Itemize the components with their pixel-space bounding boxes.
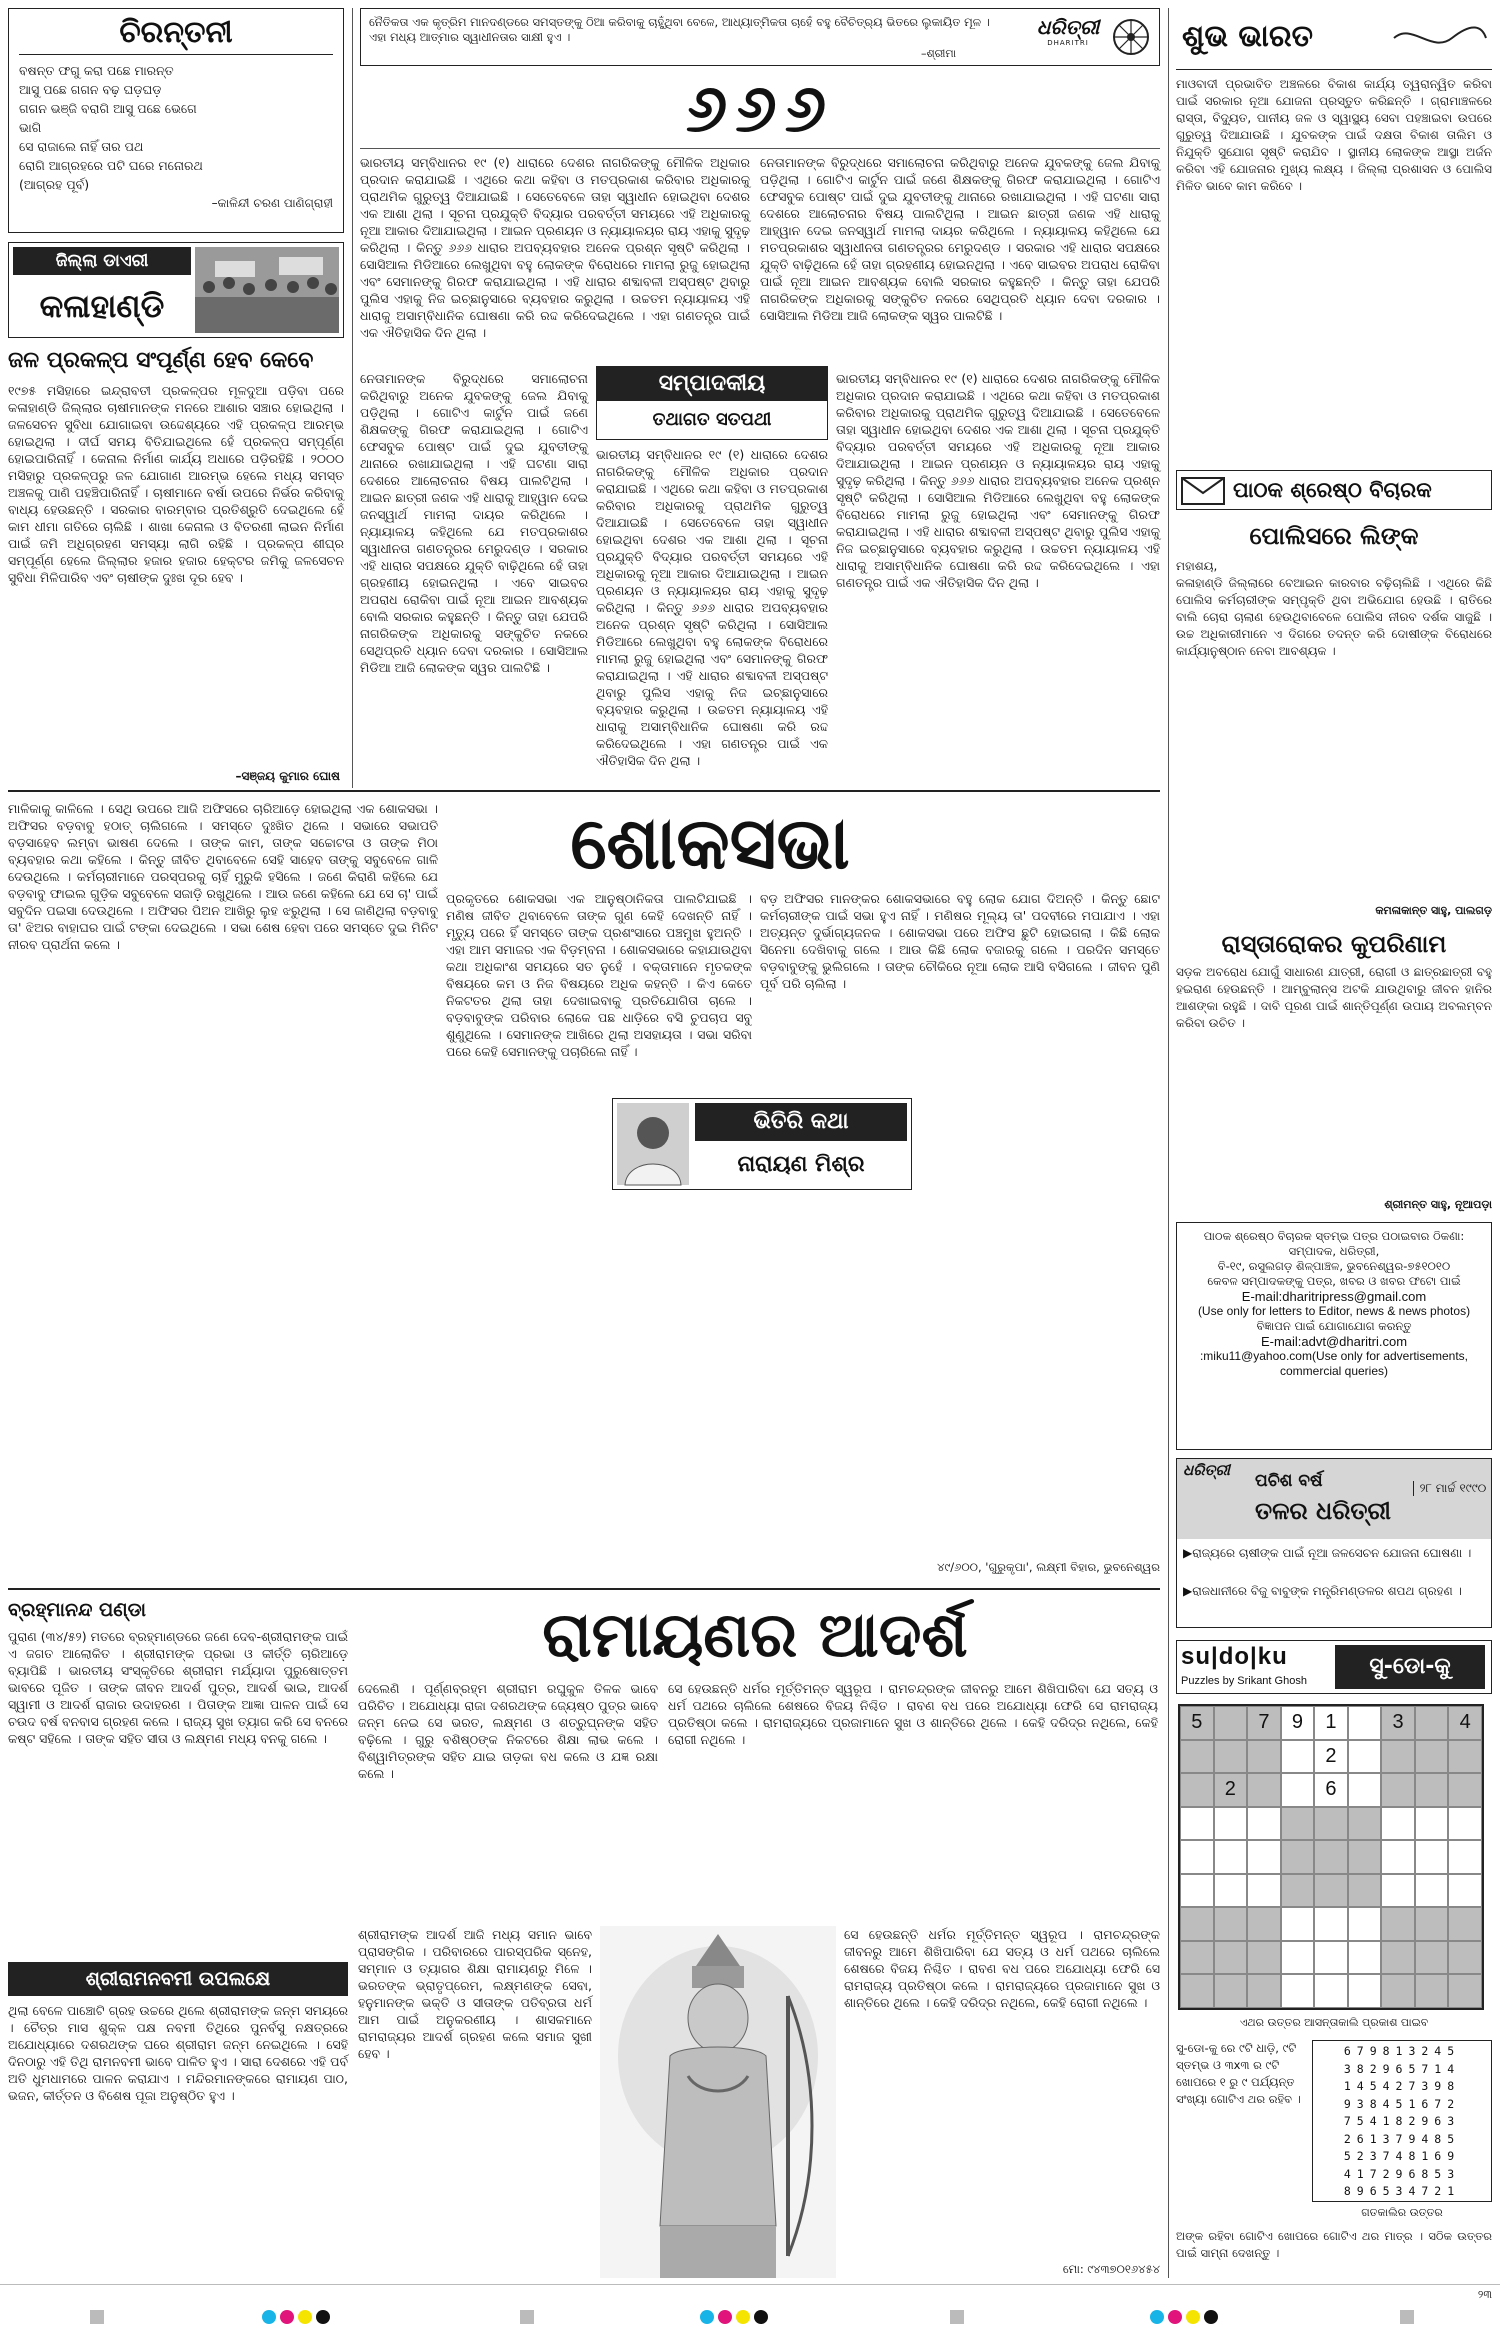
contact-line2: ସମ୍ପାଦକ, ଧରିତ୍ରୀ, xyxy=(1288,1244,1380,1258)
letters-header xyxy=(1176,470,1492,510)
sudoku-cell[interactable] xyxy=(1281,1807,1315,1841)
sudoku-cell[interactable] xyxy=(1381,1740,1415,1774)
sudoku-cell[interactable] xyxy=(1247,1907,1281,1941)
yellow-dot-icon xyxy=(1186,2310,1200,2324)
black-dot-icon xyxy=(1204,2310,1218,2324)
masthead-quote-author: –ଶ୍ରୀମା xyxy=(921,47,957,60)
shoka-author: ନାରାୟଣ ମିଶ୍ର xyxy=(737,1152,865,1177)
sudoku-cell[interactable] xyxy=(1247,1840,1281,1874)
sudoku-cell[interactable] xyxy=(1214,1807,1248,1841)
editorial-col2-cont: ଭାରତୀୟ ସମ୍ବିଧାନର ୧୯ (୧) ଧାରାରେ ଦେଶର ନାଗରିକଙ୍କୁ ମୌଳିକ ଅଧିକାର ପ୍ରଦାନ କରାଯାଇଛି । ଏଥିରେ କଥା କହିବା ଓ ମତପ୍ରକାଶ କରିବାର ଅଧିକାରକୁ ପ୍ରାଥମିକ ଗୁରୁତ୍ୱ ଦିଆଯାଇଛି । ସେତେବେଳେ ତାହା ସ୍ୱାଧୀନ ହୋଇଥିବା ଦେଶର ଏକ ଆଶା ଥିଲା । ସୂଚନା ପ୍ରଯୁକ୍ତି ବିଦ୍ୟାର ପରବର୍ତ୍ତୀ ସମୟରେ ଏହି ଅଧିକାରକୁ ନୂଆ ଆକାର ଦିଆଯାଇଥିଲା । ଆଇନ ପ୍ରଣୟନ ଓ ନ୍ୟାୟାଳୟର ରାୟ ଏହାକୁ ସୁଦୃଢ଼ କରିଥିଲା । କିନ୍ତୁ ୬୬୬ ଧାରାର ଅପବ୍ୟବହାର ଅନେକ ପ୍ରଶ୍ନ ସୃଷ୍ଟି କରିଥିଲା । ସୋସିଆଲ ମିଡିଆରେ ଲେଖୁଥିବା ବହୁ ଲୋକଙ୍କ ବିରୋଧରେ ମାମଲା ରୁଜୁ ହୋଇଥିଲା ଏବଂ ସେମାନଙ୍କୁ ଗିରଫ କରାଯାଇଥିଲା । ଏହି ଧାରାର ଶବ୍ଦାବଳୀ ଅସ୍ପଷ୍ଟ ଥିବାରୁ ପୁଲିସ ଏହାକୁ ନିଜ ଇଚ୍ଛାନୁସାରେ ବ୍ୟବହାର କରୁଥିଲା । ଉଚ୍ଚତମ ନ୍ୟାୟାଳୟ ଏହି ଧାରାକୁ ଅସାମ୍ବିଧାନିକ ଘୋଷଣା କରି ରଦ୍ଦ କରିଦେଇଥିଲେ । ଏହା ଗଣତନ୍ତ୍ର ପାଇଁ ଏକ ଐତିହାସିକ ଦିନ ଥିଲା । xyxy=(596,447,832,768)
water-body: ୧୯୭୫ ମସିହାରେ ଇନ୍ଦ୍ରାବତୀ ପ୍ରକଳ୍ପର ମୂଳଦୁଆ ପଡ଼ିବା ପରେ କଳାହାଣ୍ଡି ଜିଲ୍ଲାର ଚାଷୀମାନଙ୍କ ମନରେ ଆଶାର ସଞ୍ଚାର ହୋଇଥିଲା । ଜଳସେଚନ ସୁବିଧା ଯୋଗାଇବା ଉଦ୍ଦେଶ୍ୟରେ ଏହି ପ୍ରକଳ୍ପ ଆରମ୍ଭ ହୋଇଥିଲା । ଦୀର୍ଘ ସମୟ ବିତିଯାଇଥିଲେ ହେଁ ପ୍ରକଳ୍ପ ସମ୍ପୂର୍ଣ୍ଣ ହୋଇପାରିନାହିଁ । କେନାଲ ନିର୍ମାଣ କାର୍ଯ୍ୟ ଅଧାରେ ପଡ଼ିରହିଛି । ୨୦୦୦ ମସିହାରୁ ପ୍ରକଳ୍ପରୁ ଜଳ ଯୋଗାଣ ଆରମ୍ଭ ହେଲେ ମଧ୍ୟ ସମସ୍ତ ଅଞ୍ଚଳକୁ ପାଣି ପହଞ୍ଚିପାରିନାହିଁ । ଚାଷୀମାନେ ବର୍ଷା ଉପରେ ନିର୍ଭର କରିବାକୁ ବାଧ୍ୟ ହେଉଛନ୍ତି । ସରକାର ବାରମ୍ବାର ପ୍ରତିଶ୍ରୁତି ଦେଇଥିଲେ ହେଁ କାମ ଧୀମା ଗତିରେ ଚାଲିଛି । ଶାଖା କେନାଲ ଓ ବିତରଣୀ ଲାଇନ ନିର୍ମାଣ ପାଇଁ ଜମି ଅଧିଗ୍ରହଣ ସମସ୍ୟା ଲାଗି ରହିଛି । ପ୍ରକଳ୍ପ ଶୀଘ୍ର ସମ୍ପୂର୍ଣ୍ଣ ହେଲେ ଜିଲ୍ଲାର ହଜାର ହଜାର ହେକ୍ଟର ଜମିକୁ ଜଳସେଚନ ସୁବିଧା ମିଳିପାରିବ ଏବଂ ଚାଷୀଙ୍କ ଦୁଃଖ ଦୂର ହେବ । xyxy=(8,383,348,585)
editorial-headline: ୬୬୬ xyxy=(685,69,835,147)
sudoku-solution-row: 896534721 xyxy=(1343,2184,1461,2198)
sudoku-cell[interactable] xyxy=(1314,1941,1348,1975)
sudoku-cell[interactable]: 4 xyxy=(1448,1706,1482,1740)
section-rule xyxy=(8,1588,1160,1590)
sudoku-cell[interactable] xyxy=(1180,1907,1214,1941)
twentyfive-label2: ତଳର ଧରିତ୍ରୀ xyxy=(1255,1497,1391,1525)
letter2-body: ସଡ଼କ ଅବରୋଧ ଯୋଗୁଁ ସାଧାରଣ ଯାତ୍ରୀ, ରୋଗୀ ଓ ଛାତ୍ରଛାତ୍ରୀ ବହୁ ହଇରାଣ ହେଉଛନ୍ତି । ଆମ୍ବୁଲାନ୍ସ ଅଟକି ଯାଉଥିବାରୁ ଜୀବନ ହାନିର ଆଶଙ୍କା ରହୁଛି । ଦାବି ପୂରଣ ପାଇଁ ଶାନ୍ତିପୂର୍ଣ୍ଣ ଉପାୟ ଅବଲମ୍ବନ କରିବା ଉଚିତ । xyxy=(1176,965,1496,1030)
sudoku-solution-row: 938451672 xyxy=(1343,2096,1461,2111)
sudoku-cell[interactable] xyxy=(1348,1706,1382,1740)
sudoku-cell[interactable] xyxy=(1180,1941,1214,1975)
magenta-dot-icon xyxy=(1168,2310,1182,2324)
sudoku-brand: su|do|ku xyxy=(1181,1643,1288,1670)
cyan-dot-icon xyxy=(262,2310,276,2324)
sudoku-cell[interactable] xyxy=(1180,1740,1214,1774)
masthead-logo-text: ଧରିତ୍ରୀ xyxy=(1036,15,1100,39)
sudoku-grid[interactable] xyxy=(1178,1704,1484,2010)
registration-mark-icon xyxy=(520,2310,534,2324)
registration-mark-icon xyxy=(1400,2310,1414,2324)
district-label: ଜିଲ୍ଲା ଡାଏରୀ xyxy=(13,247,191,275)
sudoku-cell[interactable]: 7 xyxy=(1247,1706,1281,1740)
sudoku-cell[interactable] xyxy=(1247,1807,1281,1841)
sudoku-cell[interactable] xyxy=(1448,1974,1482,2008)
ramayana-col4a: ଶ୍ରୀରାମଙ୍କ ଆଦର୍ଶ ଆଜି ମଧ୍ୟ ସମାନ ଭାବେ ପ୍ରାସଙ୍ଗିକ । ପରିବାରରେ ପାରସ୍ପରିକ ସ୍ନେହ, ସମ୍ମାନ ଓ ତ୍ୟାଗର ଶିକ୍ଷା ରାମାୟଣରୁ ମିଳେ । ଭରତଙ୍କ ଭ୍ରାତୃପ୍ରେମ, ଲକ୍ଷ୍ମଣଙ୍କ ସେବା, ହନୁମାନଙ୍କ ଭକ୍ତି ଓ ସୀତାଙ୍କ ପତିବ୍ରତା ଧର୍ମ ଆମ ପାଇଁ ଅନୁକରଣୀୟ । ଶାସକମାନେ ରାମରାଜ୍ୟର ଆଦର୍ଶ ଗ୍ରହଣ କଲେ ସମାଜ ସୁଖୀ ହେବ । xyxy=(358,1927,596,2061)
poem-box xyxy=(8,8,344,233)
ramayana-title: ରାମାୟଣର ଆଦର୍ଶ xyxy=(542,1598,968,1671)
column-rule xyxy=(352,8,353,788)
sudoku-solution-row: 261379485 xyxy=(1343,2131,1461,2146)
editorial-col1-cont: ନେତାମାନଙ୍କ ବିରୁଦ୍ଧରେ ସମାଲୋଚନା କରିଥିବାରୁ ଅନେକ ଯୁବକଙ୍କୁ ଜେଲ ଯିବାକୁ ପଡ଼ିଥିଲା । ଗୋଟିଏ କାର୍ଟୁନ ପାଇଁ ଜଣେ ଶିକ୍ଷକଙ୍କୁ ଗିରଫ କରାଯାଇଥିଲା । ଗୋଟିଏ ଫେସବୁକ ପୋଷ୍ଟ ପାଇଁ ଦୁଇ ଯୁବତୀଙ୍କୁ ଥାନାରେ ରଖାଯାଇଥିଲା । ଏହି ଘଟଣା ସାରା ଦେଶରେ ଆଲୋଚନାର ବିଷୟ ପାଲଟିଥିଲା । ଆଇନ ଛାତ୍ରୀ ଜଣକ ଏହି ଧାରାକୁ ଆହ୍ୱାନ ଦେଇ ଜନସ୍ୱାର୍ଥ ମାମଲା ଦାୟର କରିଥିଲେ । ନ୍ୟାୟାଳୟ କହିଥିଲେ ଯେ ମତପ୍ରକାଶର ସ୍ୱାଧୀନତା ଗଣତନ୍ତ୍ରର ମେରୁଦଣ୍ଡ । ସରକାର ଏହି ଧାରାର ସପକ୍ଷରେ ଯୁକ୍ତି ବାଢ଼ିଥିଲେ ହେଁ ତାହା ଗ୍ରହଣୀୟ ହୋଇନଥିଲା । ଏବେ ସାଇବର ଅପରାଧ ରୋକିବା ପାଇଁ ନୂଆ ଆଇନ ଆବଶ୍ୟକ ବୋଲି ସରକାର କହୁଛନ୍ତି । କିନ୍ତୁ ତାହା ଯେପରି ନାଗରିକଙ୍କ ଅଧିକାରକୁ ସଙ୍କୁଚିତ ନକରେ ସେଥିପ୍ରତି ଧ୍ୟାନ ଦେବା ଦରକାର । ସୋସିଆଲ ମିଡିଆ ଆଜି ଲୋକଙ୍କ ସ୍ୱର ପାଲଟିଛି । xyxy=(360,371,592,675)
sudoku-cell[interactable]: 1 xyxy=(1314,1706,1348,1740)
shoka-col1: ମାଳିକାକୁ କାଳିଲେ । ସେଥି ଉପରେ ଆଜି ଅଫିସରେ ଚାରିଆଡ଼େ ହୋଇଥିଲା ଏକ ଶୋକସଭା । ଅଫିସର ବଡ଼ବାବୁ ହଠାତ୍ ଚାଲିଗଲେ । ସମସ୍ତେ ଦୁଃଖିତ ଥିଲେ । ସଭାରେ ସଭାପତି ବଡ଼ସାହେବ ଲମ୍ବା ଭାଷଣ ଦେଲେ । ତାଙ୍କ କାମ, ତାଙ୍କ ସଚ୍ଚୋଟତା ଓ ତାଙ୍କ ମିଠା ବ୍ୟବହାର କଥା କହିଲେ । କିନ୍ତୁ ଜୀବିତ ଥିବାବେଳେ ସେହି ସାହେବ ତାଙ୍କୁ ସବୁବେଳେ ଗାଳି ଦେଉଥିଲେ । କର୍ମଚାରୀମାନେ ପରସ୍ପରକୁ ଚାହିଁ ମୁରୁକି ହସିଲେ । ଜଣେ କିରାଣି କହିଲେ ଯେ ବଡ଼ବାବୁ ଫାଇଲ ଗୁଡ଼ିକ ସବୁବେଳେ ସଜାଡ଼ି ରଖୁଥିଲେ । ଆଉ ଜଣେ କହିଲେ ଯେ ସେ ଚା' ପାଇଁ ସବୁଦିନ ପଇସା ଦେଉଥିଲେ । ଅଫିସର ପିଅନ ଆଖିରୁ ଲୁହ ଝରୁଥିଲା । ସେ ଜାଣିଥିଲା ବଡ଼ବାବୁ ତା' ଝିଅର ବାହାଘର ପାଇଁ ଟଙ୍କା ଦେଇଥିଲେ । ସଭା ଶେଷ ହେବା ପରେ ସମସ୍ତେ ଦୁଇ ମିନିଟ ନୀରବ ପ୍ରାର୍ଥନା କଲେ । xyxy=(8,801,442,952)
shoka-col3: ବଡ଼ ଅଫିସର ମାନଙ୍କର ଶୋକସଭାରେ ବହୁ ଲୋକ ଯୋଗ ଦିଅନ୍ତି । କିନ୍ତୁ ଛୋଟ କର୍ମଚାରୀଙ୍କ ପାଇଁ ସଭା ହୁଏ ନାହିଁ । ମଣିଷର ମୂଲ୍ୟ ତା' ପଦବୀରେ ମପାଯାଏ । ଏହା ଅତ୍ୟନ୍ତ ଦୁର୍ଭାଗ୍ୟଜନକ । ଶୋକସଭା ପରେ ଅଫିସ ଛୁଟି ହୋଇଗଲା । କିଛି ଲୋକ ସିନେମା ଦେଖିବାକୁ ଗଲେ । ଆଉ କିଛି ଲୋକ ବଜାରକୁ ଗଲେ । ପରଦିନ ସମସ୍ତେ ବଡ଼ବାବୁଙ୍କୁ ଭୁଲିଗଲେ । ତାଙ୍କ ଚୌକିରେ ନୂଆ ଲୋକ ଆସି ବସିଗଲେ । ଜୀବନ ପୁଣି ପୂର୍ବ ପରି ଚାଲିଲା । xyxy=(760,891,1164,991)
sudoku-cell[interactable] xyxy=(1214,1740,1248,1774)
sudoku-cell[interactable] xyxy=(1448,1840,1482,1874)
sudoku-credit: Puzzles by Srikant Ghosh xyxy=(1181,1675,1307,1687)
ramayana-col2: ଦେଲେଣି । ପୂର୍ଣ୍ଣବ୍ରହ୍ମ ଶ୍ରୀରାମ ରଘୁକୁଳ ତିଳକ ଭାବେ ପରିଚିତ । ଅଯୋଧ୍ୟା ରାଜା ଦଶରଥଙ୍କ ଜ୍ୟେଷ୍ଠ ପୁତ୍ର ଭାବେ ଜନ୍ମ ନେଇ ସେ ଭରତ, ଲକ୍ଷ୍ମଣ ଓ ଶତ୍ରୁଘ୍ନଙ୍କ ସହିତ ବଢ଼ିଲେ । ଗୁରୁ ବଶିଷ୍ଠଙ୍କ ନିକଟରେ ଶିକ୍ଷା ଲାଭ କଲେ । ବିଶ୍ୱାମିତ୍ରଙ୍କ ସହିତ ଯାଇ ତାଡ଼କା ବଧ କଲେ ଓ ଯଜ୍ଞ ରକ୍ଷା କଲେ । xyxy=(358,1681,662,1781)
twentyfive-banner xyxy=(1177,1459,1491,1539)
yellow-dot-icon xyxy=(736,2310,750,2324)
sudoku-cell[interactable] xyxy=(1180,1773,1214,1807)
shoka-kicker: ଭିତିରି କଥା xyxy=(695,1103,907,1141)
sudoku-cell[interactable] xyxy=(1381,1807,1415,1841)
sudoku-cell[interactable] xyxy=(1314,1807,1348,1841)
sudoku-cell[interactable]: 5 xyxy=(1180,1706,1214,1740)
sudoku-cell[interactable] xyxy=(1247,1874,1281,1908)
sudoku-cell[interactable] xyxy=(1381,1773,1415,1807)
ramayana-author: ବ୍ରହ୍ମାନନ୍ଦ ପଣ୍ଡା xyxy=(8,1599,147,1621)
page-number: ୨୩ xyxy=(1477,2288,1492,2301)
sudoku-cell[interactable] xyxy=(1381,1907,1415,1941)
sudoku-cell[interactable] xyxy=(1281,1874,1315,1908)
editorial-col2: ନେତାମାନଙ୍କ ବିରୁଦ୍ଧରେ ସମାଲୋଚନା କରିଥିବାରୁ ଅନେକ ଯୁବକଙ୍କୁ ଜେଲ ଯିବାକୁ ପଡ଼ିଥିଲା । ଗୋଟିଏ କାର୍ଟୁନ ପାଇଁ ଜଣେ ଶିକ୍ଷକଙ୍କୁ ଗିରଫ କରାଯାଇଥିଲା । ଗୋଟିଏ ଫେସବୁକ ପୋଷ୍ଟ ପାଇଁ ଦୁଇ ଯୁବତୀଙ୍କୁ ଥାନାରେ ରଖାଯାଇଥିଲା । ଏହି ଘଟଣା ସାରା ଦେଶରେ ଆଲୋଚନାର ବିଷୟ ପାଲଟିଥିଲା । ଆଇନ ଛାତ୍ରୀ ଜଣକ ଏହି ଧାରାକୁ ଆହ୍ୱାନ ଦେଇ ଜନସ୍ୱାର୍ଥ ମାମଲା ଦାୟର କରିଥିଲେ । ନ୍ୟାୟାଳୟ କହିଥିଲେ ଯେ ମତପ୍ରକାଶର ସ୍ୱାଧୀନତା ଗଣତନ୍ତ୍ରର ମେରୁଦଣ୍ଡ । ସରକାର ଏହି ଧାରାର ସପକ୍ଷରେ ଯୁକ୍ତି ବାଢ଼ିଥିଲେ ହେଁ ତାହା ଗ୍ରହଣୀୟ ହୋଇନଥିଲା । ଏବେ ସାଇବର ଅପରାଧ ରୋକିବା ପାଇଁ ନୂଆ ଆଇନ ଆବଶ୍ୟକ ବୋଲି ସରକାର କହୁଛନ୍ତି । କିନ୍ତୁ ତାହା ଯେପରି ନାଗରିକଙ୍କ ଅଧିକାରକୁ ସଙ୍କୁଚିତ ନକରେ ସେଥିପ୍ରତି ଧ୍ୟାନ ଦେବା ଦରକାର । ସୋସିଆଲ ମିଡିଆ ଆଜି ଲୋକଙ୍କ ସ୍ୱର ପାଲଟିଛି । xyxy=(760,155,1164,323)
ramayana-col1: ପୁରାଣ (୩୪/୫୨) ମତରେ ବ୍ରହ୍ମାଣ୍ଡରେ ଜଣେ ଦେବ-ଶ୍ରୀରାମଙ୍କ ପାଇଁ ଏ ଜଗତ ଆଲୋକିତ । ଶ୍ରୀରାମଙ୍କ ପ୍ରଭା ଓ କୀର୍ତ୍ତି ଚାରିଆଡ଼େ ବ୍ୟାପିଛି । ଭାରତୀୟ ସଂସ୍କୃତିରେ ଶ୍ରୀରାମ ମର୍ଯ୍ୟାଦା ପୁରୁଷୋତ୍ତମ ଭାବରେ ପୂଜିତ । ତାଙ୍କ ଜୀବନ ଆଦର୍ଶ ପୁତ୍ର, ଆଦର୍ଶ ଭାଇ, ଆଦର୍ଶ ସ୍ୱାମୀ ଓ ଆଦର୍ଶ ରାଜାର ଉଦାହରଣ । ପିତାଙ୍କ ଆଜ୍ଞା ପାଳନ ପାଇଁ ସେ ଚଉଦ ବର୍ଷ ବନବାସ ଗ୍ରହଣ କଲେ । ରାଜ୍ୟ ସୁଖ ତ୍ୟାଗ କରି ସେ ବନରେ କଷ୍ଟ ସହିଲେ । ତାଙ୍କ ସହିତ ସୀତା ଓ ଲକ୍ଷ୍ମଣ ମଧ୍ୟ ବନକୁ ଗଲେ । xyxy=(8,1629,352,1746)
ad-strip xyxy=(1176,8,1492,70)
headline-rule xyxy=(360,148,1160,149)
sudoku-cell[interactable] xyxy=(1448,1773,1482,1807)
district-diary-banner xyxy=(8,242,344,338)
letter1-body: ମହାଶୟ, କଳାହାଣ୍ଡି ଜିଲ୍ଲାରେ ବେଆଇନ କାରବାର ବଢ଼ିଚାଲିଛି । ଏଥିରେ କିଛି ପୋଲିସ କର୍ମଚାରୀଙ୍କ ସମ୍ପୃକ୍ତି ଥିବା ଅଭିଯୋଗ ହେଉଛି । ରାତିରେ ବାଲି ଚୋରା ଚାଲାଣ ହେଉଥିବାବେଳେ ପୋଲିସ ନୀରବ ଦର୍ଶକ ସାଜୁଛି । ଉଚ୍ଚ ଅଧିକାରୀମାନେ ଏ ଦିଗରେ ତଦନ୍ତ କରି ଦୋଷୀଙ୍କ ବିରୋଧରେ କାର୍ଯ୍ୟାନୁଷ୍ଠାନ ନେବା ଆବଶ୍ୟକ । xyxy=(1176,559,1492,658)
sudoku-cell[interactable] xyxy=(1281,1974,1315,2008)
editorial-col1: ଭାରତୀୟ ସମ୍ବିଧାନର ୧୯ (୧) ଧାରାରେ ଦେଶର ନାଗରିକଙ୍କୁ ମୌଳିକ ଅଧିକାର ପ୍ରଦାନ କରାଯାଇଛି । ଏଥିରେ କଥା କହିବା ଓ ମତପ୍ରକାଶ କରିବାର ଅଧିକାରକୁ ପ୍ରାଥମିକ ଗୁରୁତ୍ୱ ଦିଆଯାଇଛି । ସେତେବେଳେ ତାହା ସ୍ୱାଧୀନ ହୋଇଥିବା ଦେଶର ଏକ ଆଶା ଥିଲା । ସୂଚନା ପ୍ରଯୁକ୍ତି ବିଦ୍ୟାର ପରବର୍ତ୍ତୀ ସମୟରେ ଏହି ଅଧିକାରକୁ ନୂଆ ଆକାର ଦିଆଯାଇଥିଲା । ଆଇନ ପ୍ରଣୟନ ଓ ନ୍ୟାୟାଳୟର ରାୟ ଏହାକୁ ସୁଦୃଢ଼ କରିଥିଲା । କିନ୍ତୁ ୬୬୬ ଧାରାର ଅପବ୍ୟବହାର ଅନେକ ପ୍ରଶ୍ନ ସୃଷ୍ଟି କରିଥିଲା । ସୋସିଆଲ ମିଡିଆରେ ଲେଖୁଥିବା ବହୁ ଲୋକଙ୍କ ବିରୋଧରେ ମାମଲା ରୁଜୁ ହୋଇଥିଲା ଏବଂ ସେମାନଙ୍କୁ ଗିରଫ କରାଯାଇଥିଲା । ଏହି ଧାରାର ଶବ୍ଦାବଳୀ ଅସ୍ପଷ୍ଟ ଥିବାରୁ ପୁଲିସ ଏହାକୁ ନିଜ ଇଚ୍ଛାନୁସାରେ ବ୍ୟବହାର କରୁଥିଲା । ଉଚ୍ଚତମ ନ୍ୟାୟାଳୟ ଏହି ଧାରାକୁ ଅସାମ୍ବିଧାନିକ ଘୋଷଣା କରି ରଦ୍ଦ କରିଦେଇଥିଲେ । ଏହା ଗଣତନ୍ତ୍ର ପାଇଁ ଏକ ଐତିହାସିକ ଦିନ ଥିଲା । xyxy=(360,155,754,340)
shoka-col2: ପ୍ରକୃତରେ ଶୋକସଭା ଏକ ଆନୁଷ୍ଠାନିକତା ପାଲଟିଯାଇଛି । ମଣିଷ ଜୀବିତ ଥିବାବେଳେ ତାଙ୍କ ଗୁଣ କେହି ଦେଖନ୍ତି ନାହିଁ । ମୃତ୍ୟୁ ପରେ ହିଁ ସମସ୍ତେ ତାଙ୍କ ପ୍ରଶଂସାରେ ପଞ୍ଚମୁଖ ହୁଅନ୍ତି । ଏହା ଆମ ସମାଜର ଏକ ବିଡ଼ମ୍ବନା । ଶୋକସଭାରେ କହାଯାଉଥିବା କଥା ଅଧିକାଂଶ ସମୟରେ ସତ ନୁହେଁ । ବକ୍ତାମାନେ ମୃତକଙ୍କ ବିଷୟରେ କମ ଓ ନିଜ ବିଷୟରେ ଅଧିକ କହନ୍ତି । କିଏ କେତେ ନିକଟତର ଥିଲା ତାହା ଦେଖାଇବାକୁ ପ୍ରତିଯୋଗିତା ଚାଲେ । ବଡ଼ବାବୁଙ୍କ ପରିବାର ଲୋକେ ପଛ ଧାଡ଼ିରେ ବସି ଚୁପଚାପ ସବୁ ଶୁଣୁଥିଲେ । ସେମାନଙ୍କ ଆଖିରେ ଥିଲା ଅସହାୟତା । ସଭା ସରିବା ପରେ କେହି ସେମାନଙ୍କୁ ପଚାରିଲେ ନାହିଁ । xyxy=(446,891,756,1059)
sudoku-header xyxy=(1176,1640,1492,1694)
ad-strip-text: ଶୁଭ ଭାରତ xyxy=(1182,19,1313,54)
sudoku-cell[interactable] xyxy=(1314,1907,1348,1941)
author-portrait xyxy=(617,1103,689,1185)
wheel-emblem-icon xyxy=(1111,17,1151,57)
sudoku-cell[interactable] xyxy=(1448,1941,1482,1975)
sudoku-cell[interactable]: 3 xyxy=(1381,1706,1415,1740)
sudoku-cell[interactable] xyxy=(1415,1807,1449,1841)
sudoku-cell[interactable] xyxy=(1180,1807,1214,1841)
poem-author: –କାଳିନ୍ଦୀ ଚରଣ ପାଣିଗ୍ରାହୀ xyxy=(211,196,333,210)
sudoku-cell[interactable] xyxy=(1348,1974,1382,2008)
footer-rule xyxy=(0,2284,1500,2285)
sudoku-cell[interactable] xyxy=(1348,1874,1382,1908)
water-author: –ସଞ୍ଜୟ କୁମାର ଘୋଷ xyxy=(232,769,340,784)
sudoku-cell[interactable] xyxy=(1247,1974,1281,2008)
sudoku-cell[interactable] xyxy=(1448,1874,1482,1908)
sudoku-cell[interactable] xyxy=(1214,1706,1248,1740)
sudoku-cell[interactable]: 2 xyxy=(1214,1773,1248,1807)
sudoku-cell[interactable] xyxy=(1281,1941,1315,1975)
shoka-byline-box xyxy=(612,1098,912,1190)
district-name: କଳାହାଣ୍ଡି xyxy=(39,287,165,325)
sudoku-cell[interactable] xyxy=(1448,1807,1482,1841)
sudoku-solution-row: 523748169 xyxy=(1343,2149,1461,2163)
sudoku-cell[interactable] xyxy=(1348,1807,1382,1841)
ramayana-col1b: ଥିଲା ବେଳେ ପାଞ୍ଚୋଟି ଗ୍ରହ ଉଚ୍ଚରେ ଥିଲେ ଶ୍ରୀରାମଙ୍କ ଜନ୍ମ ସମୟରେ । ଚୈତ୍ର ମାସ ଶୁକ୍ଳ ପକ୍ଷ ନବମୀ ତିଥିରେ ପୁନର୍ବସୁ ନକ୍ଷତ୍ରରେ ଅଯୋଧ୍ୟାରେ ଦଶରଥଙ୍କ ଘରେ ଶ୍ରୀରାମ ଜନ୍ମ ନେଇଥିଲେ । ସେହି ଦିନଠାରୁ ଏହି ତିଥି ରାମନବମୀ ଭାବେ ପାଳିତ ହୁଏ । ସାରା ଦେଶରେ ଏହି ପର୍ବ ଅତି ଧୁମଧାମରେ ପାଳନ କରାଯାଏ । ମନ୍ଦିରମାନଙ୍କରେ ରାମାୟଣ ପାଠ, ଭଜନ, କୀର୍ତ୍ତନ ଓ ବିଶେଷ ପୂଜା ଅନୁଷ୍ଠିତ ହୁଏ । xyxy=(8,2003,352,2103)
contact-line1: ପାଠକ ଶ୍ରେଷ୍ଠ ବିଚାରକ ସ୍ତମ୍ଭ ପତ୍ର ପଠାଇବାର ଠିକଣା: xyxy=(1203,1229,1465,1243)
sudoku-cell[interactable] xyxy=(1314,1840,1348,1874)
registration-mark-icon xyxy=(90,2310,104,2324)
shoka-title: ଶୋକସଭା xyxy=(570,800,850,885)
black-dot-icon xyxy=(316,2310,330,2324)
sudoku-cell[interactable] xyxy=(1348,1907,1382,1941)
sudoku-title: ସୁ-ଡୋ-କୁ xyxy=(1335,1645,1485,1689)
sudoku-cell[interactable] xyxy=(1348,1773,1382,1807)
sudoku-cell[interactable] xyxy=(1348,1840,1382,1874)
sudoku-cell[interactable] xyxy=(1381,1974,1415,2008)
ad-body: ମାଓବାଦୀ ପ୍ରଭାବିତ ଅଞ୍ଚଳରେ ବିକାଶ କାର୍ଯ୍ୟ ତ୍ୱରାନ୍ୱିତ କରିବା ପାଇଁ ସରକାର ନୂଆ ଯୋଜନା ପ୍ରସ୍ତୁତ କରିଛନ୍ତି । ଗ୍ରାମାଞ୍ଚଳରେ ରାସ୍ତା, ବିଦ୍ୟୁତ, ପାନୀୟ ଜଳ ଓ ସ୍ୱାସ୍ଥ୍ୟ ସେବା ପହଞ୍ଚାଇବା ଉପରେ ଗୁରୁତ୍ୱ ଦିଆଯାଉଛି । ଯୁବକଙ୍କ ପାଇଁ ଦକ୍ଷତା ବିକାଶ ତାଲିମ ଓ ନିଯୁକ୍ତି ସୁଯୋଗ ସୃଷ୍ଟି କରାଯିବ । ସ୍ଥାନୀୟ ଲୋକଙ୍କ ଆସ୍ଥା ଅର୍ଜନ କରିବା ଏହି ଯୋଜନାର ମୁଖ୍ୟ ଲକ୍ଷ୍ୟ । ଜିଲ୍ଲା ପ୍ରଶାସନ ଓ ପୋଲିସ ମିଳିତ ଭାବେ କାମ କରିବେ । xyxy=(1176,77,1496,193)
sudoku-cell[interactable] xyxy=(1214,1941,1248,1975)
registration-mark-icon xyxy=(950,2310,964,2324)
sudoku-cell[interactable] xyxy=(1180,1840,1214,1874)
sudoku-solution-row: 145427398 xyxy=(1343,2079,1461,2093)
ramayana-subhead xyxy=(8,1962,348,1996)
sudoku-cell[interactable] xyxy=(1180,1874,1214,1908)
editorial-label: ସମ୍ପାଦକୀୟ xyxy=(597,367,827,401)
lord-rama-illustration xyxy=(600,1926,836,2278)
twentyfive-item: ▶ରାଜ୍ୟରେ ଚାଷୀଙ୍କ ପାଇଁ ନୂଆ ଜଳସେଚନ ଯୋଜନା ଘୋଷଣା । xyxy=(1183,1546,1472,1560)
contact-email3[interactable]: :miku11@yahoo.com(Use only for advertisements, commercial queries) xyxy=(1199,1349,1469,1378)
sudoku-cell[interactable] xyxy=(1247,1773,1281,1807)
contact-line5: ବିଜ୍ଞାପନ ପାଇଁ ଯୋଗାଯୋଗ କରନ୍ତୁ xyxy=(1256,1319,1412,1333)
sudoku-cell[interactable] xyxy=(1348,1740,1382,1774)
sudoku-cell[interactable] xyxy=(1281,1773,1315,1807)
ramayana-sign: ମୋ: ୯୪୩୭୦୧୬୪୫୪ xyxy=(1062,2262,1160,2276)
letter2-author: ଶ୍ରୀମନ୍ତ ସାହୁ, ନୂଆପଡ଼ା xyxy=(1384,1198,1492,1211)
envelope-icon xyxy=(1181,477,1225,505)
flourish-icon xyxy=(1392,20,1488,56)
sudoku-cell[interactable] xyxy=(1348,1941,1382,1975)
sudoku-rules2: ଅଙ୍କ ରହିବା ଗୋଟିଏ ଖୋପରେ ଗୋଟିଏ ଥର ମାତ୍ର । ସଠିକ ଉତ୍ତର ପାଇଁ ସାମ୍ନା ଦେଖନ୍ତୁ । xyxy=(1176,2229,1496,2260)
yellow-dot-icon xyxy=(298,2310,312,2324)
ramayana-col3: ସେ ହେଉଛନ୍ତି ଧର୍ମର ମୂର୍ତ୍ତିମନ୍ତ ସ୍ୱରୂପ । ରାମଚନ୍ଦ୍ରଙ୍କ ଜୀବନରୁ ଆମେ ଶିଖିପାରିବା ଯେ ସତ୍ୟ ଓ ଧର୍ମ ପଥରେ ଚାଲିଲେ ଶେଷରେ ବିଜୟ ନିଶ୍ଚିତ । ରାବଣ ବଧ ପରେ ଅଯୋଧ୍ୟା ଫେରି ସେ ରାମରାଜ୍ୟ ପ୍ରତିଷ୍ଠା କଲେ । ରାମରାଜ୍ୟରେ ପ୍ରଜାମାନେ ସୁଖ ଓ ଶାନ୍ତିରେ ଥିଲେ । କେହି ଦରିଦ୍ର ନଥିଲେ, କେହି ରୋଗୀ ନଥିଲେ । xyxy=(668,1681,1162,1747)
twentyfive-item: ▶ରାଜଧାନୀରେ ବିଜୁ ବାବୁଙ୍କ ମନ୍ତ୍ରିମଣ୍ଡଳର ଶପଥ ଗ୍ରହଣ । xyxy=(1183,1584,1462,1598)
sudoku-cell[interactable] xyxy=(1448,1907,1482,1941)
sudoku-cell[interactable] xyxy=(1415,1874,1449,1908)
poem-title: ଚିରନ୍ତନୀ xyxy=(19,15,333,55)
sudoku-cell[interactable] xyxy=(1415,1974,1449,2008)
sudoku-cell[interactable] xyxy=(1415,1773,1449,1807)
sudoku-cell[interactable]: 2 xyxy=(1314,1740,1348,1774)
editorial-col3-cont: ଭାରତୀୟ ସମ୍ବିଧାନର ୧୯ (୧) ଧାରାରେ ଦେଶର ନାଗରିକଙ୍କୁ ମୌଳିକ ଅଧିକାର ପ୍ରଦାନ କରାଯାଇଛି । ଏଥିରେ କଥା କହିବା ଓ ମତପ୍ରକାଶ କରିବାର ଅଧିକାରକୁ ପ୍ରାଥମିକ ଗୁରୁତ୍ୱ ଦିଆଯାଇଛି । ସେତେବେଳେ ତାହା ସ୍ୱାଧୀନ ହୋଇଥିବା ଦେଶର ଏକ ଆଶା ଥିଲା । ସୂଚନା ପ୍ରଯୁକ୍ତି ବିଦ୍ୟାର ପରବର୍ତ୍ତୀ ସମୟରେ ଏହି ଅଧିକାରକୁ ନୂଆ ଆକାର ଦିଆଯାଇଥିଲା । ଆଇନ ପ୍ରଣୟନ ଓ ନ୍ୟାୟାଳୟର ରାୟ ଏହାକୁ ସୁଦୃଢ଼ କରିଥିଲା । କିନ୍ତୁ ୬୬୬ ଧାରାର ଅପବ୍ୟବହାର ଅନେକ ପ୍ରଶ୍ନ ସୃଷ୍ଟି କରିଥିଲା । ସୋସିଆଲ ମିଡିଆରେ ଲେଖୁଥିବା ବହୁ ଲୋକଙ୍କ ବିରୋଧରେ ମାମଲା ରୁଜୁ ହୋଇଥିଲା ଏବଂ ସେମାନଙ୍କୁ ଗିରଫ କରାଯାଇଥିଲା । ଏହି ଧାରାର ଶବ୍ଦାବଳୀ ଅସ୍ପଷ୍ଟ ଥିବାରୁ ପୁଲିସ ଏହାକୁ ନିଜ ଇଚ୍ଛାନୁସାରେ ବ୍ୟବହାର କରୁଥିଲା । ଉଚ୍ଚତମ ନ୍ୟାୟାଳୟ ଏହି ଧାରାକୁ ଅସାମ୍ବିଧାନିକ ଘୋଷଣା କରି ରଦ୍ଦ କରିଦେଇଥିଲେ । ଏହା ଗଣତନ୍ତ୍ର ପାଇଁ ଏକ ଐତିହାସିକ ଦିନ ଥିଲା । xyxy=(836,371,1164,590)
sudoku-cell[interactable] xyxy=(1415,1740,1449,1774)
twentyfive-years-box xyxy=(1176,1458,1492,1628)
sudoku-cell[interactable] xyxy=(1314,1974,1348,2008)
sudoku-cell[interactable] xyxy=(1214,1907,1248,1941)
contact-email1-note: (Use only for letters to Editor, news & news photos) xyxy=(1197,1304,1471,1318)
contact-line3: ବି-୧୯, ରସୁଲଗଡ଼ ଶିଳ୍ପାଞ୍ଚଳ, ଭୁବନେଶ୍ୱର-୭୫୧୦୧୦ xyxy=(1217,1259,1451,1273)
sudoku-cell[interactable] xyxy=(1214,1840,1248,1874)
contact-email1[interactable]: E-mail:dharitripress@gmail.com xyxy=(1241,1289,1427,1304)
masthead-quote-box xyxy=(360,8,1160,66)
sudoku-solution xyxy=(1312,2040,1492,2202)
letters-header-text: ପାଠକ ଶ୍ରେଷ୍ଠ ବିଚାରକ xyxy=(1233,478,1432,502)
sudoku-cell[interactable] xyxy=(1381,1941,1415,1975)
cyan-dot-icon xyxy=(700,2310,714,2324)
ramayana-subhead-text: ଶ୍ରୀରାମନବମୀ ଉପଲକ୍ଷେ xyxy=(8,1962,348,1996)
sudoku-cell[interactable] xyxy=(1415,1941,1449,1975)
masthead-quote: ନୈତିକତା ଏକ କୃତ୍ରିମ ମାନଦଣ୍ଡରେ ସମସ୍ତଙ୍କୁ ଠିଆ କରିବାକୁ ଚାହୁଁଥିବା ବେଳେ, ଆଧ୍ୟାତ୍ମିକତା ଚାହେଁ ବହୁ ବୈଚିତ୍ର୍ୟ ଭିତରେ ଲୁକାୟିତ ମୂଳ । ଏହା ମଧ୍ୟ ଆତ୍ମାର ସ୍ୱାଧୀନତାର ସାକ୍ଷୀ ହୁଏ । xyxy=(369,15,990,44)
crowd-photo xyxy=(195,247,339,333)
sudoku-solution-row: 382965714 xyxy=(1343,2061,1461,2076)
sudoku-cell[interactable] xyxy=(1214,1974,1248,2008)
letter1-title: ପୋଲିସରେ ଲିଙ୍କ xyxy=(1249,522,1419,550)
magenta-dot-icon xyxy=(718,2310,732,2324)
contact-line4: କେବଳ ସମ୍ପାଦକଙ୍କୁ ପତ୍ର, ଖବର ଓ ଖବର ଫଟୋ ପାଇଁ xyxy=(1207,1274,1461,1288)
sudoku-cell[interactable] xyxy=(1415,1706,1449,1740)
twentyfive-date: ୨୮ ମାର୍ଚ୍ଚ ୧୯୯୦ xyxy=(1413,1481,1488,1496)
sudoku-cell[interactable]: 6 xyxy=(1314,1773,1348,1807)
sudoku-cell[interactable] xyxy=(1381,1874,1415,1908)
letter1-author: କମଳାକାନ୍ତ ସାହୁ, ପାଲଗଡ଼ xyxy=(1375,904,1492,917)
sudoku-cell[interactable] xyxy=(1214,1874,1248,1908)
poem-text: ବଷନ୍ତ ଫଗୁ କରା ପଛେ ମାରନ୍ତ ଆସୁ ପଛେ ଗଗନ ବଢ଼ ଘଡ଼ଘଡ଼ ଗଗନ ଭଞ୍ଜି ବରାଗି ଆସୁ ପଛେ ଭେଗେ ଭାଗି ସେ ରାଜାଲେ ନାହିଁ ତାର ପଥ ରୋଗି ଆଗ୍ରହରେ ପଟି ଘରେ ମନୋରଥ (ଆଗ୍ରହ ପୂର୍ବ) xyxy=(19,63,203,192)
sudoku-solution-row: 754182963 xyxy=(1343,2114,1461,2128)
water-article xyxy=(8,346,348,786)
sudoku-cell[interactable] xyxy=(1314,1874,1348,1908)
sudoku-cell[interactable] xyxy=(1415,1840,1449,1874)
black-dot-icon xyxy=(754,2310,768,2324)
letter2-title: ରାସ୍ତାରୋକର କୁପରିଣାମ xyxy=(1221,930,1447,958)
sudoku-note: ଏଥର ଉତ୍ତର ଆସନ୍ତାକାଲି ପ୍ରକାଶ ପାଇବ xyxy=(1239,2016,1429,2029)
editorial-label-box xyxy=(596,366,828,440)
column-rule xyxy=(1168,8,1169,2278)
twentyfive-logo: ଧରିତ୍ରୀ xyxy=(1183,1461,1230,1479)
sudoku-cell[interactable]: 9 xyxy=(1281,1706,1315,1740)
twentyfive-label: ପଚିଶ ବର୍ଷ xyxy=(1255,1471,1323,1491)
sudoku-cell[interactable] xyxy=(1180,1974,1214,2008)
sudoku-solution-label: ଗତକାଲିର ଉତ୍ତର xyxy=(1361,2206,1443,2219)
editorial-author: ତଥାଗତ ସତପଥୀ xyxy=(652,409,772,430)
sudoku-cell[interactable] xyxy=(1281,1907,1315,1941)
sudoku-rules: ସୁ-ଡୋ-କୁ ରେ ୯ଟି ଧାଡ଼ି, ୯ଟି ସ୍ତମ୍ଭ ଓ ୩x୩ ର ୯ଟି ଖୋପରେ ୧ ରୁ ୯ ପର୍ଯ୍ୟନ୍ତ ସଂଖ୍ୟା ଗୋଟିଏ ଥର ରହିବ । xyxy=(1176,2041,1301,2106)
sudoku-cell[interactable] xyxy=(1247,1740,1281,1774)
contact-email2[interactable]: E-mail:advt@dharitri.com xyxy=(1260,1334,1408,1349)
sudoku-cell[interactable] xyxy=(1281,1840,1315,1874)
contact-box xyxy=(1176,1222,1492,1450)
section-rule xyxy=(8,790,1160,792)
masthead-logo xyxy=(1033,15,1103,47)
water-headline: ଜଳ ପ୍ରକଳ୍ପ ସଂପୂର୍ଣ୍ଣ ହେବ କେବେ xyxy=(8,348,314,373)
sudoku-cell[interactable] xyxy=(1281,1740,1315,1774)
cyan-dot-icon xyxy=(1150,2310,1164,2324)
ramayana-col4b: ସେ ହେଉଛନ୍ତି ଧର୍ମର ମୂର୍ତ୍ତିମନ୍ତ ସ୍ୱରୂପ । ରାମଚନ୍ଦ୍ରଙ୍କ ଜୀବନରୁ ଆମେ ଶିଖିପାରିବା ଯେ ସତ୍ୟ ଓ ଧର୍ମ ପଥରେ ଚାଲିଲେ ଶେଷରେ ବିଜୟ ନିଶ୍ଚିତ । ରାବଣ ବଧ ପରେ ଅଯୋଧ୍ୟା ଫେରି ସେ ରାମରାଜ୍ୟ ପ୍ରତିଷ୍ଠା କଲେ । ରାମରାଜ୍ୟରେ ପ୍ରଜାମାନେ ସୁଖ ଓ ଶାନ୍ତିରେ ଥିଲେ । କେହି ଦରିଦ୍ର ନଥିଲେ, କେହି ରୋଗୀ ନଥିଲେ । xyxy=(844,1927,1164,2010)
sudoku-cell[interactable] xyxy=(1247,1941,1281,1975)
sudoku-solution-row: 679813245 xyxy=(1343,2044,1461,2058)
shoka-sign: ୪୯/୬୦୦, 'ଗୁରୁକୃପା', ଲକ୍ଷ୍ମୀ ବିହାର, ଭୁବନେଶ୍ୱର xyxy=(937,1560,1160,1574)
masthead-logo-sub: DHARITRI xyxy=(1047,39,1089,47)
sudoku-cell[interactable] xyxy=(1381,1840,1415,1874)
magenta-dot-icon xyxy=(280,2310,294,2324)
sudoku-solution-row: 417296853 xyxy=(1343,2166,1461,2181)
sudoku-cell[interactable] xyxy=(1415,1907,1449,1941)
sudoku-cell[interactable] xyxy=(1448,1740,1482,1774)
